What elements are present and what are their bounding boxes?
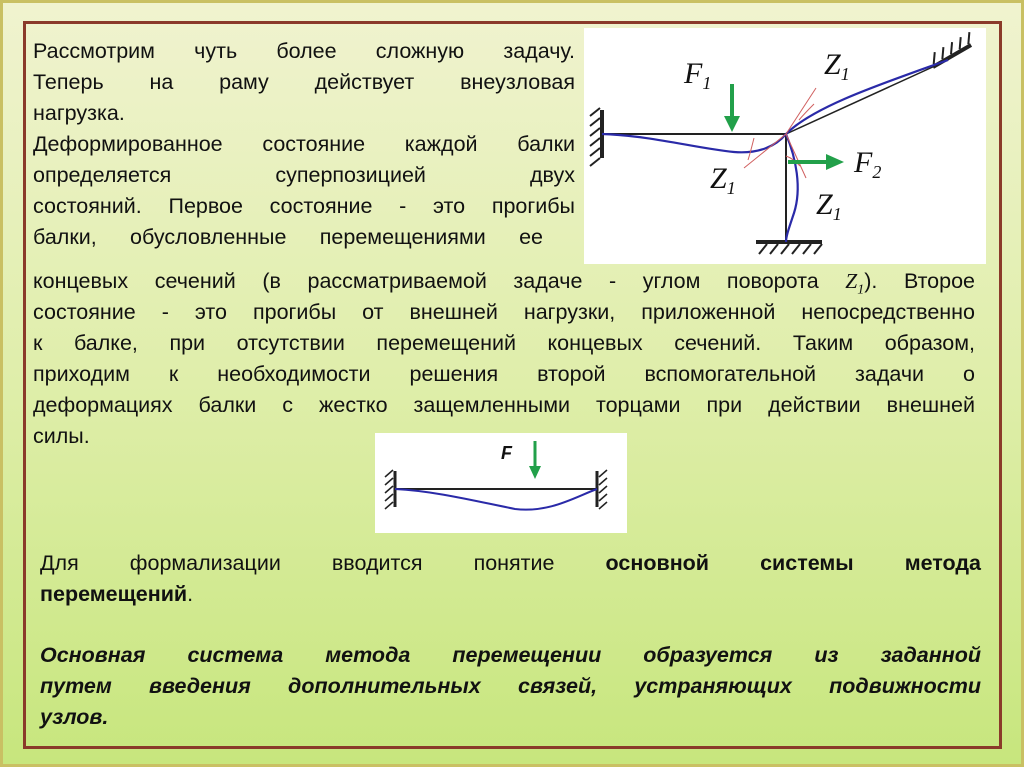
force-arrow-f1 xyxy=(724,84,740,132)
intro-line: нагрузка. xyxy=(33,101,125,125)
beam-force-label: F xyxy=(501,443,512,463)
frame-diagram xyxy=(584,28,986,264)
left-fixed-support xyxy=(590,108,602,166)
slide xyxy=(3,3,1021,764)
right-fixed-support xyxy=(927,32,975,67)
f1-label: $F_1$ xyxy=(684,57,712,93)
bottom-fixed-support xyxy=(756,242,822,254)
definition-line: узлов. xyxy=(40,705,109,729)
definition-line: Основная система метода перемещении образуется из заданной xyxy=(40,643,981,667)
continuation-line: к балке, при отсутствии перемещений концевых сечений. Таким образом, xyxy=(33,331,975,355)
intro-line: определяется суперпозицией двух xyxy=(33,163,575,187)
beam-figure xyxy=(375,433,627,533)
beam-diagram xyxy=(375,433,627,533)
f2-label: $F_2$ xyxy=(854,146,882,182)
intro-line: балки, обусловленные перемещениями ее xyxy=(33,225,543,249)
continuation-line: приходим к необходимости решения второй вспомогательной задачи о xyxy=(33,362,975,386)
frame-figure xyxy=(584,28,986,264)
intro-line: Теперь на раму действует внеузловая xyxy=(33,70,575,94)
beam-force-arrow xyxy=(529,441,541,479)
intro-line: Рассмотрим чуть более сложную задачу. xyxy=(33,39,575,63)
beam-right-support xyxy=(597,470,607,509)
intro-line: Деформированное состояние каждой балки xyxy=(33,132,575,156)
continuation-line: концевых сечений (в рассматриваемой задаче - углом поворота $Z_1$). Второе xyxy=(33,269,976,298)
formalization-line: перемещений. xyxy=(40,582,194,606)
continuation-line: деформациях балки с жестко защемленными торцами при действии внешней xyxy=(33,393,975,417)
intro-line: состояний. Первое состояние - это прогибы xyxy=(33,194,575,218)
beam-deflection xyxy=(395,489,597,510)
undeformed-frame xyxy=(602,60,948,242)
z1-top-label: $Z_1$ xyxy=(824,48,850,84)
definition-line: путем введения дополнительных связей, устраняющих подвижности xyxy=(40,674,981,698)
z1-bottom-label: $Z_1$ xyxy=(816,188,842,224)
continuation-line: состояние - это прогибы от внешней нагрузки, приложенной непосредственно xyxy=(33,300,975,324)
formalization-line: Для формализации вводится понятие основной системы метода xyxy=(40,551,981,575)
beam-left-support xyxy=(385,470,395,509)
z1-left-label: $Z_1$ xyxy=(710,162,736,198)
deflected-shape xyxy=(602,60,948,242)
continuation-line: силы. xyxy=(33,424,90,448)
